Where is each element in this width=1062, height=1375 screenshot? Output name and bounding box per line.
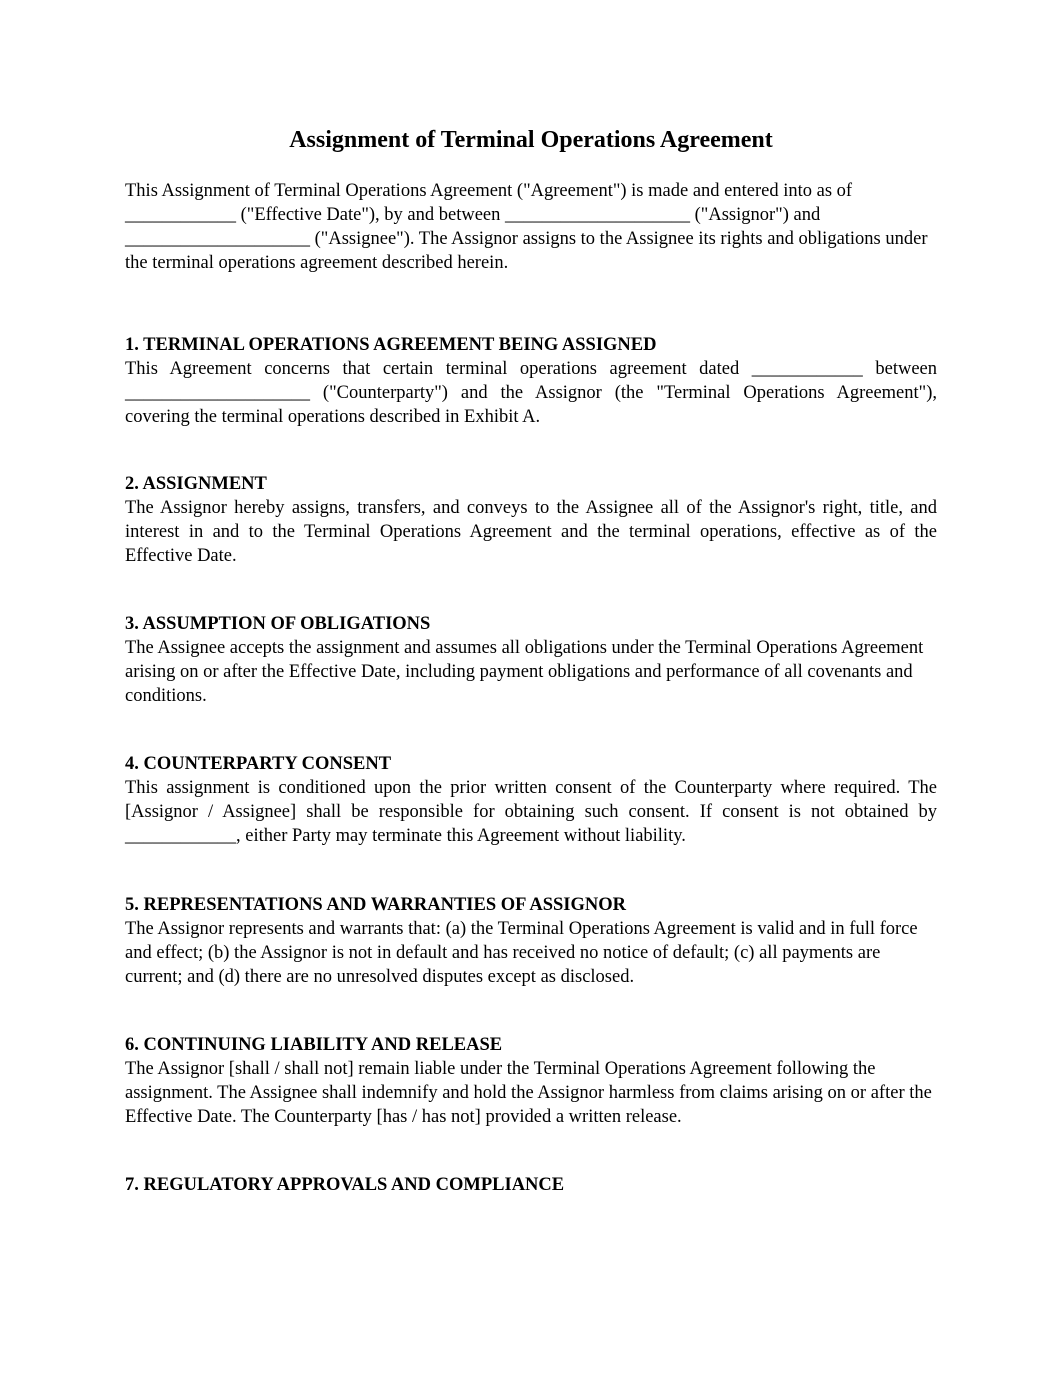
document-body xyxy=(125,179,937,1197)
intro-paragraph: This Assignment of Terminal Operations Agreement ("Agreement") is made and entered into as of ____________ ("Effective Date"), by and between ____________________ ("Assignor") and ____________________ ("Assignee"). The Assignor assigns to the Assignee its rights and obligations under the terminal operations agreement described herein. xyxy=(125,181,928,273)
section-body: The Assignor represents and warrants that: (a) the Terminal Operations Agreement is valid and in full force and effect; (b) the Assignor is not in default and has received no notice of default; (c) all payments are current; and (d) there are no unresolved disputes except as disclosed. xyxy=(125,919,918,987)
section-body: The Assignor [shall / shall not] remain liable under the Terminal Operations Agreement following the assignment. The Assignee shall indemnify and hold the Assignor harmless from claims arising on or after the Effective Date. The Counterparty [has / has not] provided a written release. xyxy=(125,1059,932,1127)
section-6 xyxy=(125,1033,937,1129)
document-title: Assignment of Terminal Operations Agreement xyxy=(289,127,773,153)
section-1 xyxy=(125,333,937,429)
section-heading: 6. CONTINUING LIABILITY AND RELEASE xyxy=(125,1035,503,1055)
section-2 xyxy=(125,472,937,568)
section-heading: 4. COUNTERPARTY CONSENT xyxy=(125,754,392,774)
section-body: This Agreement concerns that certain terminal operations agreement dated ____________ between ____________________ ("Counterparty") and the Assignor (the "Terminal Operations Agreement"), covering the terminal operations described in Exhibit A. xyxy=(125,359,937,427)
section-heading: 1. TERMINAL OPERATIONS AGREEMENT BEING ASSIGNED xyxy=(125,335,657,355)
section-body: The Assignor hereby assigns, transfers, and conveys to the Assignee all of the Assignor's right, title, and interest in and to the Terminal Operations Agreement and the terminal operations, effective as of the Effective Date. xyxy=(125,498,937,566)
section-7 xyxy=(125,1173,937,1197)
section-heading: 2. ASSIGNMENT xyxy=(125,474,267,494)
section-heading: 7. REGULATORY APPROVALS AND COMPLIANCE xyxy=(125,1175,565,1195)
section-heading: 5. REPRESENTATIONS AND WARRANTIES OF ASSIGNOR xyxy=(125,895,626,915)
section-body: The Assignee accepts the assignment and assumes all obligations under the Terminal Operations Agreement arising on or after the Effective Date, including payment obligations and performance of all covenants and conditions. xyxy=(125,638,924,706)
section-4 xyxy=(125,752,937,848)
section-body: This assignment is conditioned upon the prior written consent of the Counterparty where required. The [Assignor / Assignee] shall be responsible for obtaining such consent. If consent is not obtained by ____________, either Party may terminate this Agreement without liability. xyxy=(125,778,937,846)
section-3 xyxy=(125,612,937,708)
section-heading: 3. ASSUMPTION OF OBLIGATIONS xyxy=(125,614,431,634)
section-5 xyxy=(125,893,937,989)
